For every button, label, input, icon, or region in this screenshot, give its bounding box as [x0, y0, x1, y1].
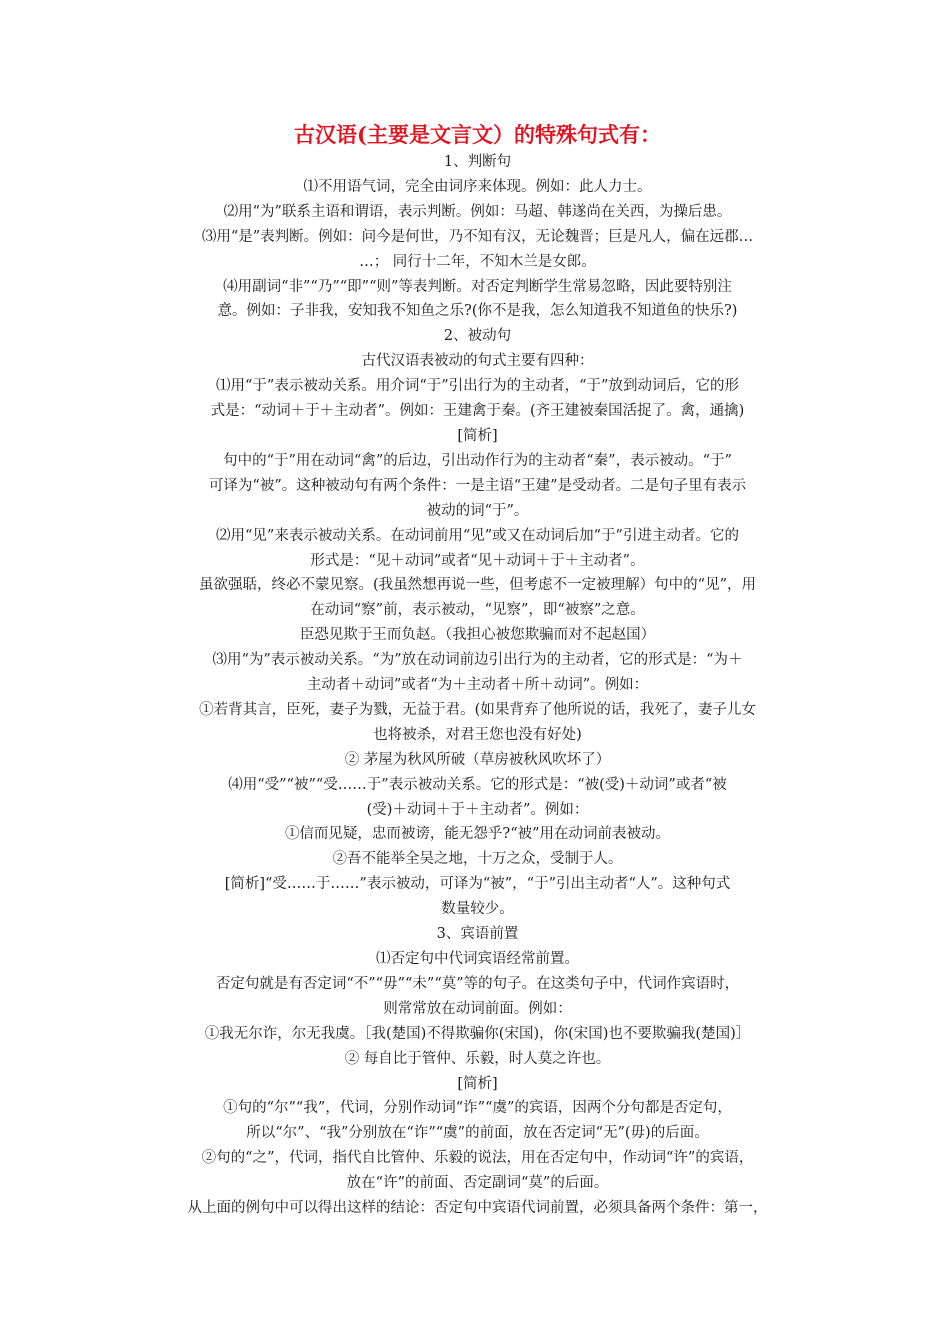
text-line: 臣恐见欺于王而负赵。（我担心被您欺骗而对不起赵国）: [299, 627, 656, 644]
text-line: ①若背其言，臣死，妻子为戮，无益于君。(如果背弃了他所说的话，我死了，妻子儿女: [199, 701, 756, 718]
text-line: ② 茅屋为秋风所破（草房被秋风吹坏了）: [344, 751, 611, 768]
text-line: 形式是：“见＋动词”或者“见＋动词＋于＋主动者”。: [310, 552, 645, 569]
text-line: 否定句就是有否定词“不”“毋”“未”“莫”等的句子。在这类句子中，代词作宾语时，: [215, 975, 740, 992]
text-line: ⑵用“见”来表示被动关系。在动词前用“见”或又在动词后加“于”引进主动者。它的: [216, 527, 739, 544]
text-line: ② 每自比于管仲、乐毅，时人莫之许也。: [344, 1050, 611, 1067]
text-line: 式是：“动词＋于＋主动者”。例如：王建禽于秦。(齐王建被秦国活捉了。禽，通擒): [210, 403, 745, 420]
section-heading-passive: 2、被动句: [443, 328, 512, 345]
text-line: 意。例如：子非我，安知我不知鱼之乐?(你不是我，怎么知道我不知道鱼的快乐?): [217, 303, 738, 320]
text-line: ⑷用副词“非”“乃”“即”“则”等表判断。对否定判断学生常易忽略，因此要特别注: [223, 278, 732, 295]
text-line: ②句的“之”，代词，指代自比管仲、乐毅的说法，用在否定句中，作动词“许”的宾语，: [201, 1150, 754, 1167]
document-title: 古汉语(主要是文言文）的特殊句式有：: [294, 122, 661, 147]
text-line: 主动者＋动词”或者“为＋主动者＋所＋动词”。例如：: [306, 677, 649, 694]
text-line: 从上面的例句中可以得出这样的结论：否定句中宾语代词前置，必须具备两个条件：第一，: [187, 1200, 768, 1217]
text-line: 虽欲强聒，终必不蒙见察。(我虽然想再说一些，但考虑不一定被理解）句中的“见”，用: [199, 577, 756, 594]
text-line: ⑴不用语气词，完全由词序来体现。例如：此人力士。: [303, 178, 652, 195]
section-heading-object-preposing: 3、宾语前置: [436, 926, 519, 943]
analysis-label: [简析]: [457, 427, 498, 444]
text-line: [简析]“受……于……”表示被动，可译为“被”，“于”引出主动者“人”。这种句式: [224, 876, 731, 893]
text-line: ⑴否定句中代词宾语经常前置。: [376, 951, 579, 967]
text-line: ⑵用“为”联系主语和谓语，表示判断。例如：马超、韩遂尚在关西，为操后患。: [223, 203, 732, 220]
text-line: 则常常放在动词前面。例如：: [383, 1000, 572, 1017]
document-body: [145, 150, 810, 1221]
text-line: 古代汉语表被动的句式主要有四种：: [361, 353, 594, 370]
text-line: ②吾不能举全吴之地，十万之众，受制于人。: [332, 851, 623, 868]
text-line: 在动词“察”前，表示被动，“见察”，即“被察”之意。: [310, 602, 645, 619]
analysis-label: [简析]: [457, 1075, 498, 1092]
text-line: ⑶用“为”表示被动关系。“为”放在动词前边引出行为的主动者，它的形式是：“为＋: [212, 652, 743, 669]
text-line: 也将被杀，对君王您也没有好处): [373, 726, 582, 743]
text-line: ⑶用“是”表判断。例如：问今是何世，乃不知有汉，无论魏晋；巨是凡人，偏在远郡…: [201, 228, 754, 245]
text-line: ⑷用“受”“被”“受……于”表示被动关系。它的形式是：“被(受)＋动词”或者“被: [228, 776, 727, 793]
text-line: 所以“尔”、“我”分别放在“诈”“虞”的前面，放在否定词“无”(毋)的后面。: [246, 1125, 709, 1142]
text-line: ⑴用“于”表示被动关系。用介词“于”引出行为的主动者，“于”放到动词后，它的形: [216, 378, 739, 395]
text-line: ①信而见疑，忠而被谤，能无怨乎?“被”用在动词前表被动。: [284, 826, 671, 843]
text-line: 句中的“于”用在动词“禽”的后边，引出动作行为的主动者“秦”，表示被动。“于”: [223, 452, 732, 469]
text-line: 放在“许”的前面、否定副词“莫”的后面。: [346, 1175, 609, 1192]
section-heading-judgment: 1、判断句: [443, 154, 512, 170]
text-line: 数量较少。: [441, 901, 514, 918]
text-line: …； 同行十二年，不知木兰是女郎。: [359, 253, 596, 270]
text-line: ①句的“尔”“我”，代词，分别作动词“诈”“虞”的宾语，因两个分句都是否定句，: [223, 1100, 732, 1117]
text-line: 被动的词“于”。: [426, 502, 529, 519]
text-line: ①我无尔诈，尔无我虞。［我(楚国)不得欺骗你(宋国)，你(宋国)也不要欺骗我(楚国)］: [204, 1025, 751, 1042]
document-page: [145, 120, 810, 1221]
text-line: (受)＋动词＋于＋主动者”。例如：: [366, 801, 589, 818]
text-line: 可译为“被”。这种被动句有两个条件：一是主语“王建”是受动者。二是句子里有表示: [208, 477, 747, 494]
